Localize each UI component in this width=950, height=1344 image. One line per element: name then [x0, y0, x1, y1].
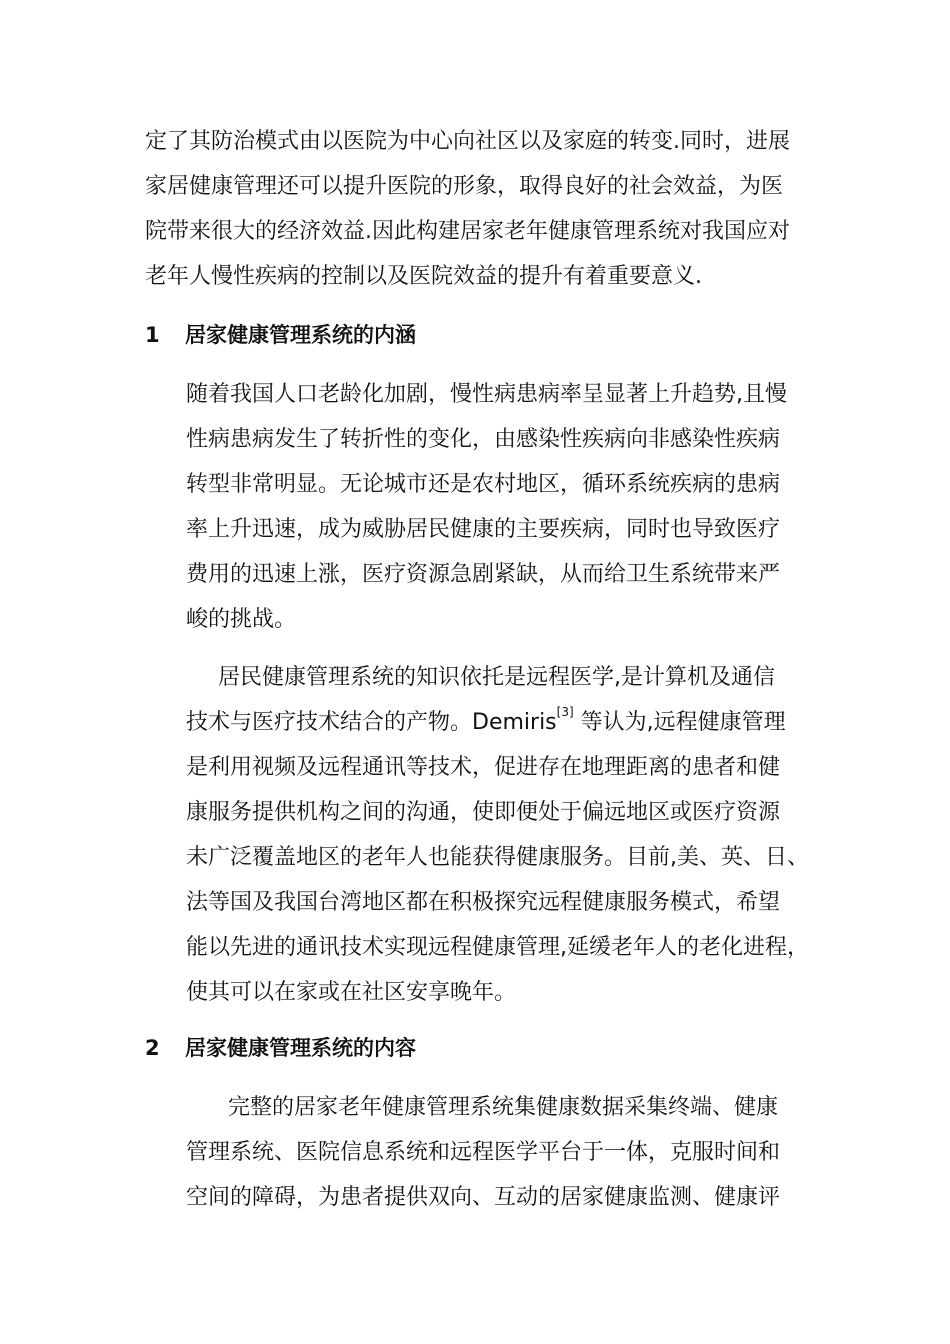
section-number: 2 — [145, 1036, 160, 1060]
paragraph-line: 空间的障碍，为患者提供双向、互动的居家健康监测、健康评 — [186, 1185, 781, 1210]
section-1-heading — [145, 320, 416, 350]
paragraph-line: 峻的挑战。 — [186, 607, 297, 632]
paragraph-line: 完整的居家老年健康管理系统集健康数据采集终端、健康 — [228, 1095, 779, 1120]
paragraph-line: 康服务提供机构之间的沟通，使即便处于偏远地区或医疗资源 — [186, 800, 781, 825]
paragraph-line: 法等国及我国台湾地区都在积极探究远程健康服务模式，希望 — [186, 890, 781, 915]
paragraph-line: 费用的迅速上涨，医疗资源急剧紧缺，从而给卫生系统带来严 — [186, 562, 781, 587]
paragraph-line-with-citation — [186, 705, 786, 738]
paragraph-line: 性病患病发生了转折性的变化，由感染性疾病向非感染性疾病 — [186, 427, 781, 452]
intro-line: 家居健康管理还可以提升医院的形象，取得良好的社会效益，为医 — [145, 174, 784, 199]
paragraph-line: 率上升迅速，成为威胁居民健康的主要疾病，同时也导致医疗 — [186, 517, 781, 542]
paragraph-line: 未广泛覆盖地区的老年人也能获得健康服务。目前,美、英、日、 — [186, 845, 809, 870]
intro-line: 老年人慢性疾病的控制以及医院效益的提升有着重要意义. — [145, 264, 702, 289]
paragraph-line: 管理系统、医院信息系统和远程医学平台于一体，克服时间和 — [186, 1140, 781, 1165]
text-before-citation: 技术与医疗技术结合的产物。Demiris — [186, 710, 557, 735]
paragraph-line: 使其可以在家或在社区安享晚年。 — [186, 980, 517, 1005]
section-title: 居家健康管理系统的内容 — [185, 1036, 416, 1060]
section-number: 1 — [145, 323, 160, 347]
paragraph-line: 是利用视频及远程通讯等技术，促进存在地理距离的患者和健 — [186, 755, 781, 780]
section-title: 居家健康管理系统的内涵 — [185, 323, 416, 347]
text-after-citation: 等认为,远程健康管理 — [573, 710, 786, 735]
paragraph-line: 居民健康管理系统的知识依托是远程医学,是计算机及通信 — [218, 665, 775, 690]
paragraph-line: 随着我国人口老龄化加剧，慢性病患病率呈显著上升趋势,且慢 — [186, 382, 787, 407]
intro-line: 定了其防治模式由以医院为中心向社区以及家庭的转变.同时，进展 — [145, 129, 790, 154]
intro-line: 院带来很大的经济效益.因此构建居家老年健康管理系统对我国应对 — [145, 219, 790, 244]
paragraph-line: 转型非常明显。无论城市还是农村地区，循环系统疾病的患病 — [186, 472, 781, 497]
citation-marker: [3] — [556, 705, 574, 719]
section-2-heading — [145, 1033, 416, 1063]
paragraph-line: 能以先进的通讯技术实现远程健康管理,延缓老年人的老化进程， — [186, 935, 809, 960]
